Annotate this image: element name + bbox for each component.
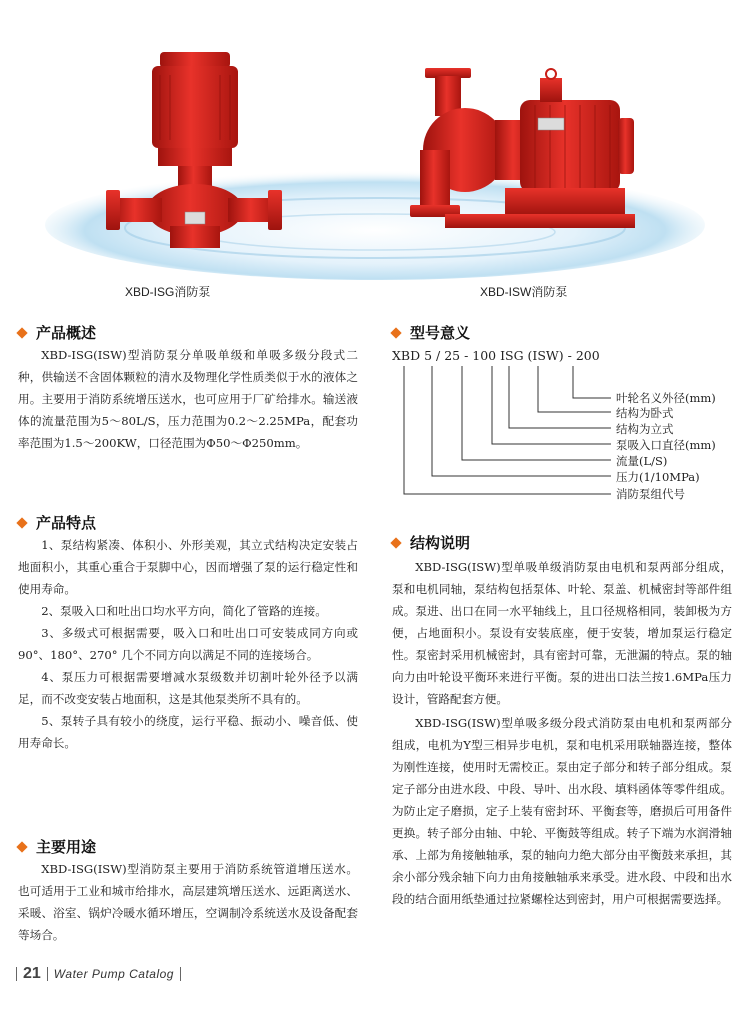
horizontal-pump (410, 68, 635, 228)
vertical-pump (106, 52, 282, 248)
diamond-icon (16, 517, 27, 528)
legend-item: 结构为立式 (616, 422, 674, 436)
structure-title: 结构说明 (410, 534, 471, 552)
model-code: XBD 5 / 25 - 100 ISG (ISW) - 200 (392, 348, 600, 363)
model-heading (392, 322, 470, 343)
feature-item: 2、泵吸入口和吐出口均水平方向，简化了管路的连接。 (41, 604, 327, 618)
features-heading (18, 512, 96, 533)
catalog-name: Water Pump Catalog (53, 967, 174, 981)
structure-paragraph-1: XBD-ISG(ISW)型单吸单级消防泵由电机和泵两部分组成，泵和电机同轴，泵结构包括泵体、叶轮、泵盖、机械密封等部件组成。泵进、出口在同一水平轴线上，且口径规格相同，装卸极为方便，占地面积小。泵设有安装底座，便于安装，增加泵运行稳定性。泵密封采用机械密封，具有密封可靠，无泄漏的特点。泵的轴向力由叶轮设平衡环来进行平衡。泵的进出口法兰按1.6MPa压力设计，管路配套方便。 (392, 560, 732, 706)
structure-paragraph-2: XBD-ISG(ISW)型单吸多级分段式消防泵由电机和泵两部分组成，电机为Y型三相异步电机，泵和电机采用联轴器连接，整体为刚性连接，使用时无需校正。泵由定子部分和转子部分组成。泵定子部分由进水段、中段、导叶、出水段、填料函体等零件组成。为防止定子磨损，定子上装有密封环、平衡套等，磨损后可用备件更换。转子部分由轴、中轮、平衡鼓等组成。转子下端为水润滑轴承、上部为角接触轴承，泵的轴向力绝大部分由平衡鼓来承担，其余小部分残余轴下向力由角接触轴承来承受。进水段、中段和出水段的结合面用纸垫通过拉紧螺栓达到密封，用户可根据需要选择。 (392, 716, 732, 906)
usage-text: XBD-ISG(ISW)型消防泵主要用于消防系统管道增压送水。也可适用于工业和城市给排水，高层建筑增压送水、远距离送水、采暖、浴室、锅炉冷暖水循环增压，空调制冷系统送水及设备配套等场合。 (18, 862, 358, 942)
feature-item: 1、泵结构紧凑、体积小、外形美观，其立式结构决定安装占地面积小，其重心重合于泵脚中心，因而增强了泵的运行稳定性和使用寿命。 (18, 538, 358, 596)
diamond-icon (16, 327, 27, 338)
feature-item: 3、多级式可根据需要，吸入口和吐出口可安装成同方向或90°、180°、270° 几个不同方向以满足不同的连接场合。 (18, 626, 358, 662)
feature-item: 4、泵压力可根据需要增减水泵级数并切割叶轮外径予以满足，而不改变安装占地面积，这是其他泵类所不具有的。 (18, 670, 358, 706)
diamond-icon (390, 537, 401, 548)
left-pump-caption: XBD-ISG消防泵 (125, 285, 211, 299)
features-list (18, 534, 358, 754)
product-hero (0, 0, 750, 310)
features-title: 产品特点 (36, 514, 97, 532)
model-title: 型号意义 (410, 324, 471, 342)
legend-item: 流量(L/S) (616, 454, 668, 468)
legend-item: 叶轮名义外径(mm) (616, 391, 716, 405)
model-legend (616, 391, 716, 503)
legend-item: 结构为卧式 (616, 406, 674, 420)
legend-item: 压力(1/10MPa) (616, 470, 700, 484)
page-footer (16, 965, 181, 983)
usage-heading (18, 836, 96, 857)
overview-title: 产品概述 (36, 324, 97, 342)
diamond-icon (390, 327, 401, 338)
overview-heading (18, 322, 96, 343)
right-pump-caption: XBD-ISW消防泵 (480, 285, 568, 299)
feature-item: 5、泵转子具有较小的绕度，运行平稳、振动小、噪音低、使用寿命长。 (18, 714, 358, 750)
legend-item: 消防泵组代号 (616, 487, 685, 501)
usage-title: 主要用途 (36, 838, 97, 856)
page-number: 21 (23, 965, 41, 982)
legend-item: 泵吸入口直径(mm) (616, 438, 716, 452)
structure-heading (392, 532, 470, 553)
diamond-icon (16, 841, 27, 852)
pump-illustration (0, 0, 750, 310)
overview-text: XBD-ISG(ISW)型消防泵分单吸单级和单吸多级分段式二种，供输送不含固体颗粒的清水及物理化学性质类似于水的液体之用。主要用于消防系统增压送水，也可应用于厂矿给排水。输送液体的流量范围为5～80L/S，压力范围为0.2～2.25MPa，配套功率范围为1.5～200KW，口径范围为Φ50～Φ250mm。 (18, 348, 358, 450)
